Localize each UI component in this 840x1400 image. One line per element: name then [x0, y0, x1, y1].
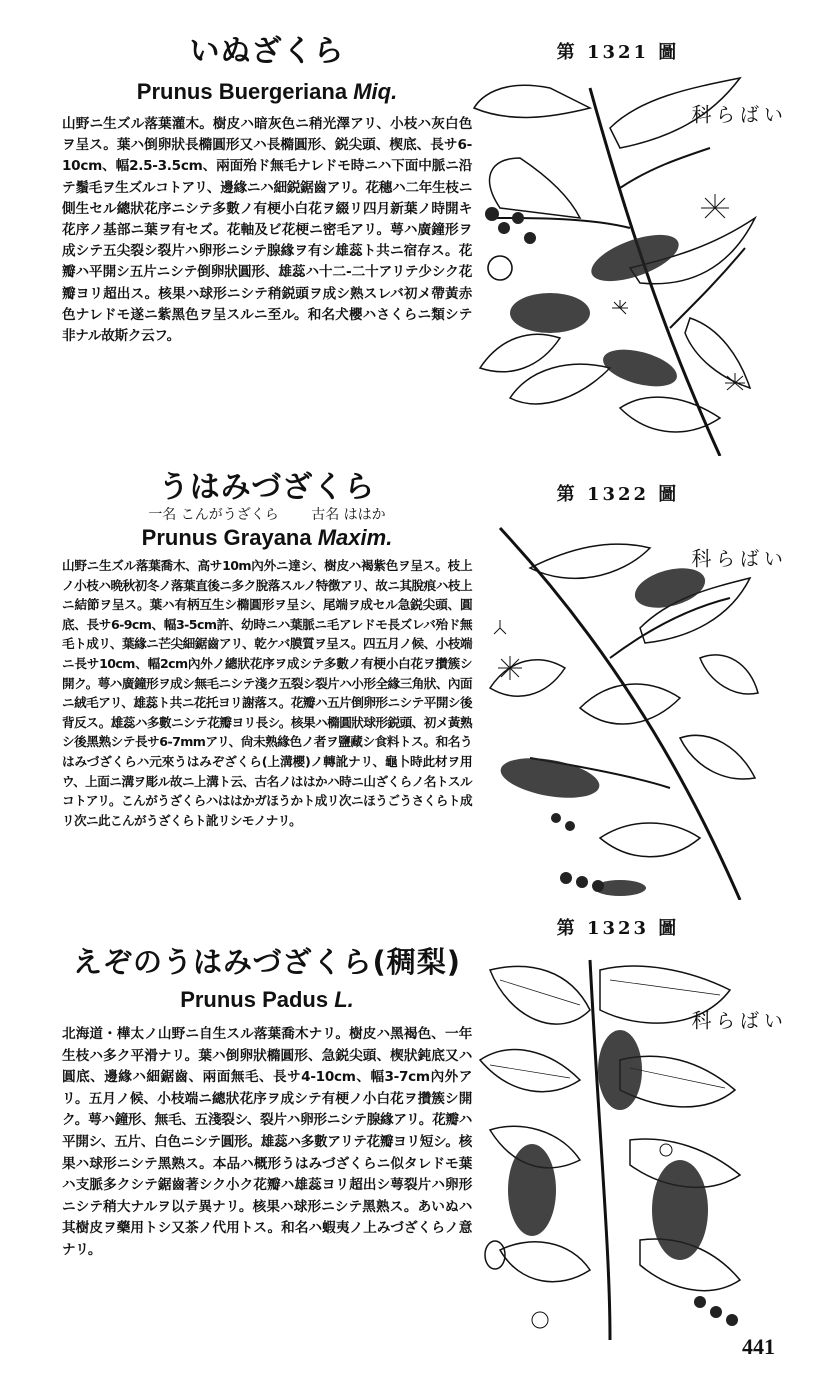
entry-1323-genus-species: Prunus Padus [180, 987, 329, 1012]
entry-1323-botanical-illustration [470, 950, 750, 1340]
entry-1323-description: 北海道・樺太ノ山野ニ自生スル落葉喬木ナリ。樹皮ハ黑褐色、一年生枝ハ多ク平滑ナリ。葉ハ倒卵狀橢圓形、急鋭尖頭、楔狀鈍底又ハ圓底、邊緣ハ細鋸齒、兩面無毛、長サ4-10cm、幅3-7cm內外アリ。五月ノ候、小枝端ニ總狀花序ヲ成シテ有梗ノ小白花ヲ攢簇シ開ク。萼ハ鐘形、無毛、五淺裂シ、裂片ハ卵形ニシテ腺緣アリ。花瓣ハ平開シ、五片、白色ニシテ圓形。雄蕊ハ多數アリテ花瓣ヨリ短シ。核果ハ球形ニシテ黑熟ス。本品ハ概形うはみづざくらニ似タレドモ葉ハ支脈多クシテ鋸齒著シク小ク花瓣ハ雄蕊ヨリ超出シ萼裂片ハ卵形ニシテ稍大ナルヲ以テ異ナリ。核果ハ球形ニシテ黑熟ス。あいぬハ其樹皮ヲ藥用トシ又茶ノ代用トス。和名ハ蝦夷ノ上みづざくらノ意ナリ。 [62, 1026, 472, 1258]
entry-1323-text [62, 944, 472, 1262]
entry-1322-figure-number: 第 1322 圖 [556, 484, 680, 505]
entry-1321-scientific-name [62, 78, 472, 106]
entry-1322-alt-name-1: 一名 こんがうざくら [148, 507, 279, 523]
entry-1321-author: Miq. [353, 79, 398, 104]
entry-1322-botanical-illustration [470, 508, 760, 900]
entry-1322-alt-name-2: 古名 ははか [311, 507, 386, 523]
entry-1323-author: L. [334, 987, 354, 1012]
page-number: 441 [742, 1334, 775, 1359]
entry-1322-family: いばら科 [688, 548, 784, 568]
entry-1323-japanese-name: えぞのうはみづざくら(稠梨) [73, 945, 461, 979]
entry-1322-alternate-names [62, 506, 472, 524]
entry-1321-text [62, 34, 472, 347]
entry-1322-description: 山野ニ生ズル落葉喬木、高サ10m內外ニ達シ、樹皮ハ褐紫色ヲ呈ス。枝上ノ小枝ハ晩秋初冬ノ落葉直後ニ多ク脫落スルノ特徴アリ、故ニ其脫痕ハ枝上ニ結節ヲ呈ス。葉ハ有柄互生シ橢圓形ヲ呈シ、尾端ヲ成セル急鋭尖頭、圓底、長サ6-9cm、幅3-5cm許、幼時ニハ葉脈ニ毛アレドモ長ズレバ殆ド無毛ト成リ、葉緣ニ芒尖細鋸齒アリ、乾ケバ膜質ヲ呈ス。四五月ノ候、小枝端ニ長サ10cm、幅2cm內外ノ總狀花序ヲ成シテ多數ノ有梗小白花ヲ攢簇シ開ク。萼ハ廣鐘形ヲ成シ無毛ニシテ淺ク五裂シ裂片ハ小形全緣三角狀、內面ニ絨毛アリ、雄蕊ト共ニ花托ヨリ謝落ス。花瓣ハ五片倒卵形ニシテ平開シ後背反ス。雄蕊ハ多數ニシテ花瓣ヨリ長シ。核果ハ橢圓狀球形鋭頭、初メ黃熟シ後黑熟シテ長サ6-7mmアリ、尙未熟緣色ノ者ヲ鹽藏シ食料トス。和名うはみづざくらハ元來うはみぞざくら(上溝櫻)ノ轉訛ナリ、龜卜時此材ヲ用ウ、上面ニ溝ヲ彫ル故ニ上溝ト云、古名ノははかハ時ニ山ざくらノ名トスルコトアリ。こんがうざくらハははかガほうかト成リ次ニほうごうさくらト成リ次ニ此こんがうざくらト訛リシモノナリ。 [62, 558, 472, 828]
entry-1321-figure-number: 第 1321 圖 [556, 42, 680, 63]
entry-1322-japanese-name: うはみづざくら [158, 470, 376, 505]
entry-1322-text [62, 470, 472, 830]
entry-1321-japanese-name: いぬざくら [189, 34, 345, 69]
entry-1321-genus-species: Prunus Buergeriana [136, 79, 348, 104]
entry-1321-botanical-illustration [470, 68, 760, 456]
entry-1323-family: いばら科 [688, 1010, 784, 1030]
entry-1321-description: 山野ニ生ズル落葉灌木。樹皮ハ暗灰色ニ稍光澤アリ、小枝ハ灰白色ヲ呈ス。葉ハ倒卵狀長橢圓形又ハ長橢圓形、鋭尖頭、楔底、長サ6-10cm、幅2.5-3.5cm、兩面殆ド無毛ナレドモ時ニハ下面中脈ニ沿テ鬚毛ヲ生ズルコトアリ、邊緣ニハ細鋭鋸齒アリ。花穗ハ二年生枝ニ側生セル總狀花序ニシテ多數ノ有梗小白花ヲ綴リ四月新葉ノ時開キ花序ノ基部ニ葉ヲ有セズ。花軸及ビ花梗ニ密毛アリ。萼ハ廣鐘形ヲ成シテ五尖裂シ裂片ハ卵形ニシテ腺緣ヲ有シ雄蕊ト共ニ宿存ス。花瓣ハ平開シ五片ニシテ倒卵狀圓形、雄蕊ハ十二-二十アリテ少シク花瓣ヨリ超出ス。核果ハ球形ニシテ稍鋭頭ヲ成シ熟スレバ初メ帶黃赤色ナレドモ遂ニ紫黑色ヲ呈スルニ至ル。和名犬櫻ハさくらニ類シテ非ナル故斯ク云フ。 [62, 116, 472, 345]
entry-1322-genus-species: Prunus Grayana [141, 525, 312, 550]
entry-1323-figure-number: 第 1323 圖 [556, 918, 680, 939]
entry-1321-family: いばら科 [688, 104, 784, 124]
entry-1323-scientific-name [62, 986, 472, 1014]
entry-1322-scientific-name [62, 524, 472, 552]
entry-1322-author: Maxim. [317, 525, 393, 550]
